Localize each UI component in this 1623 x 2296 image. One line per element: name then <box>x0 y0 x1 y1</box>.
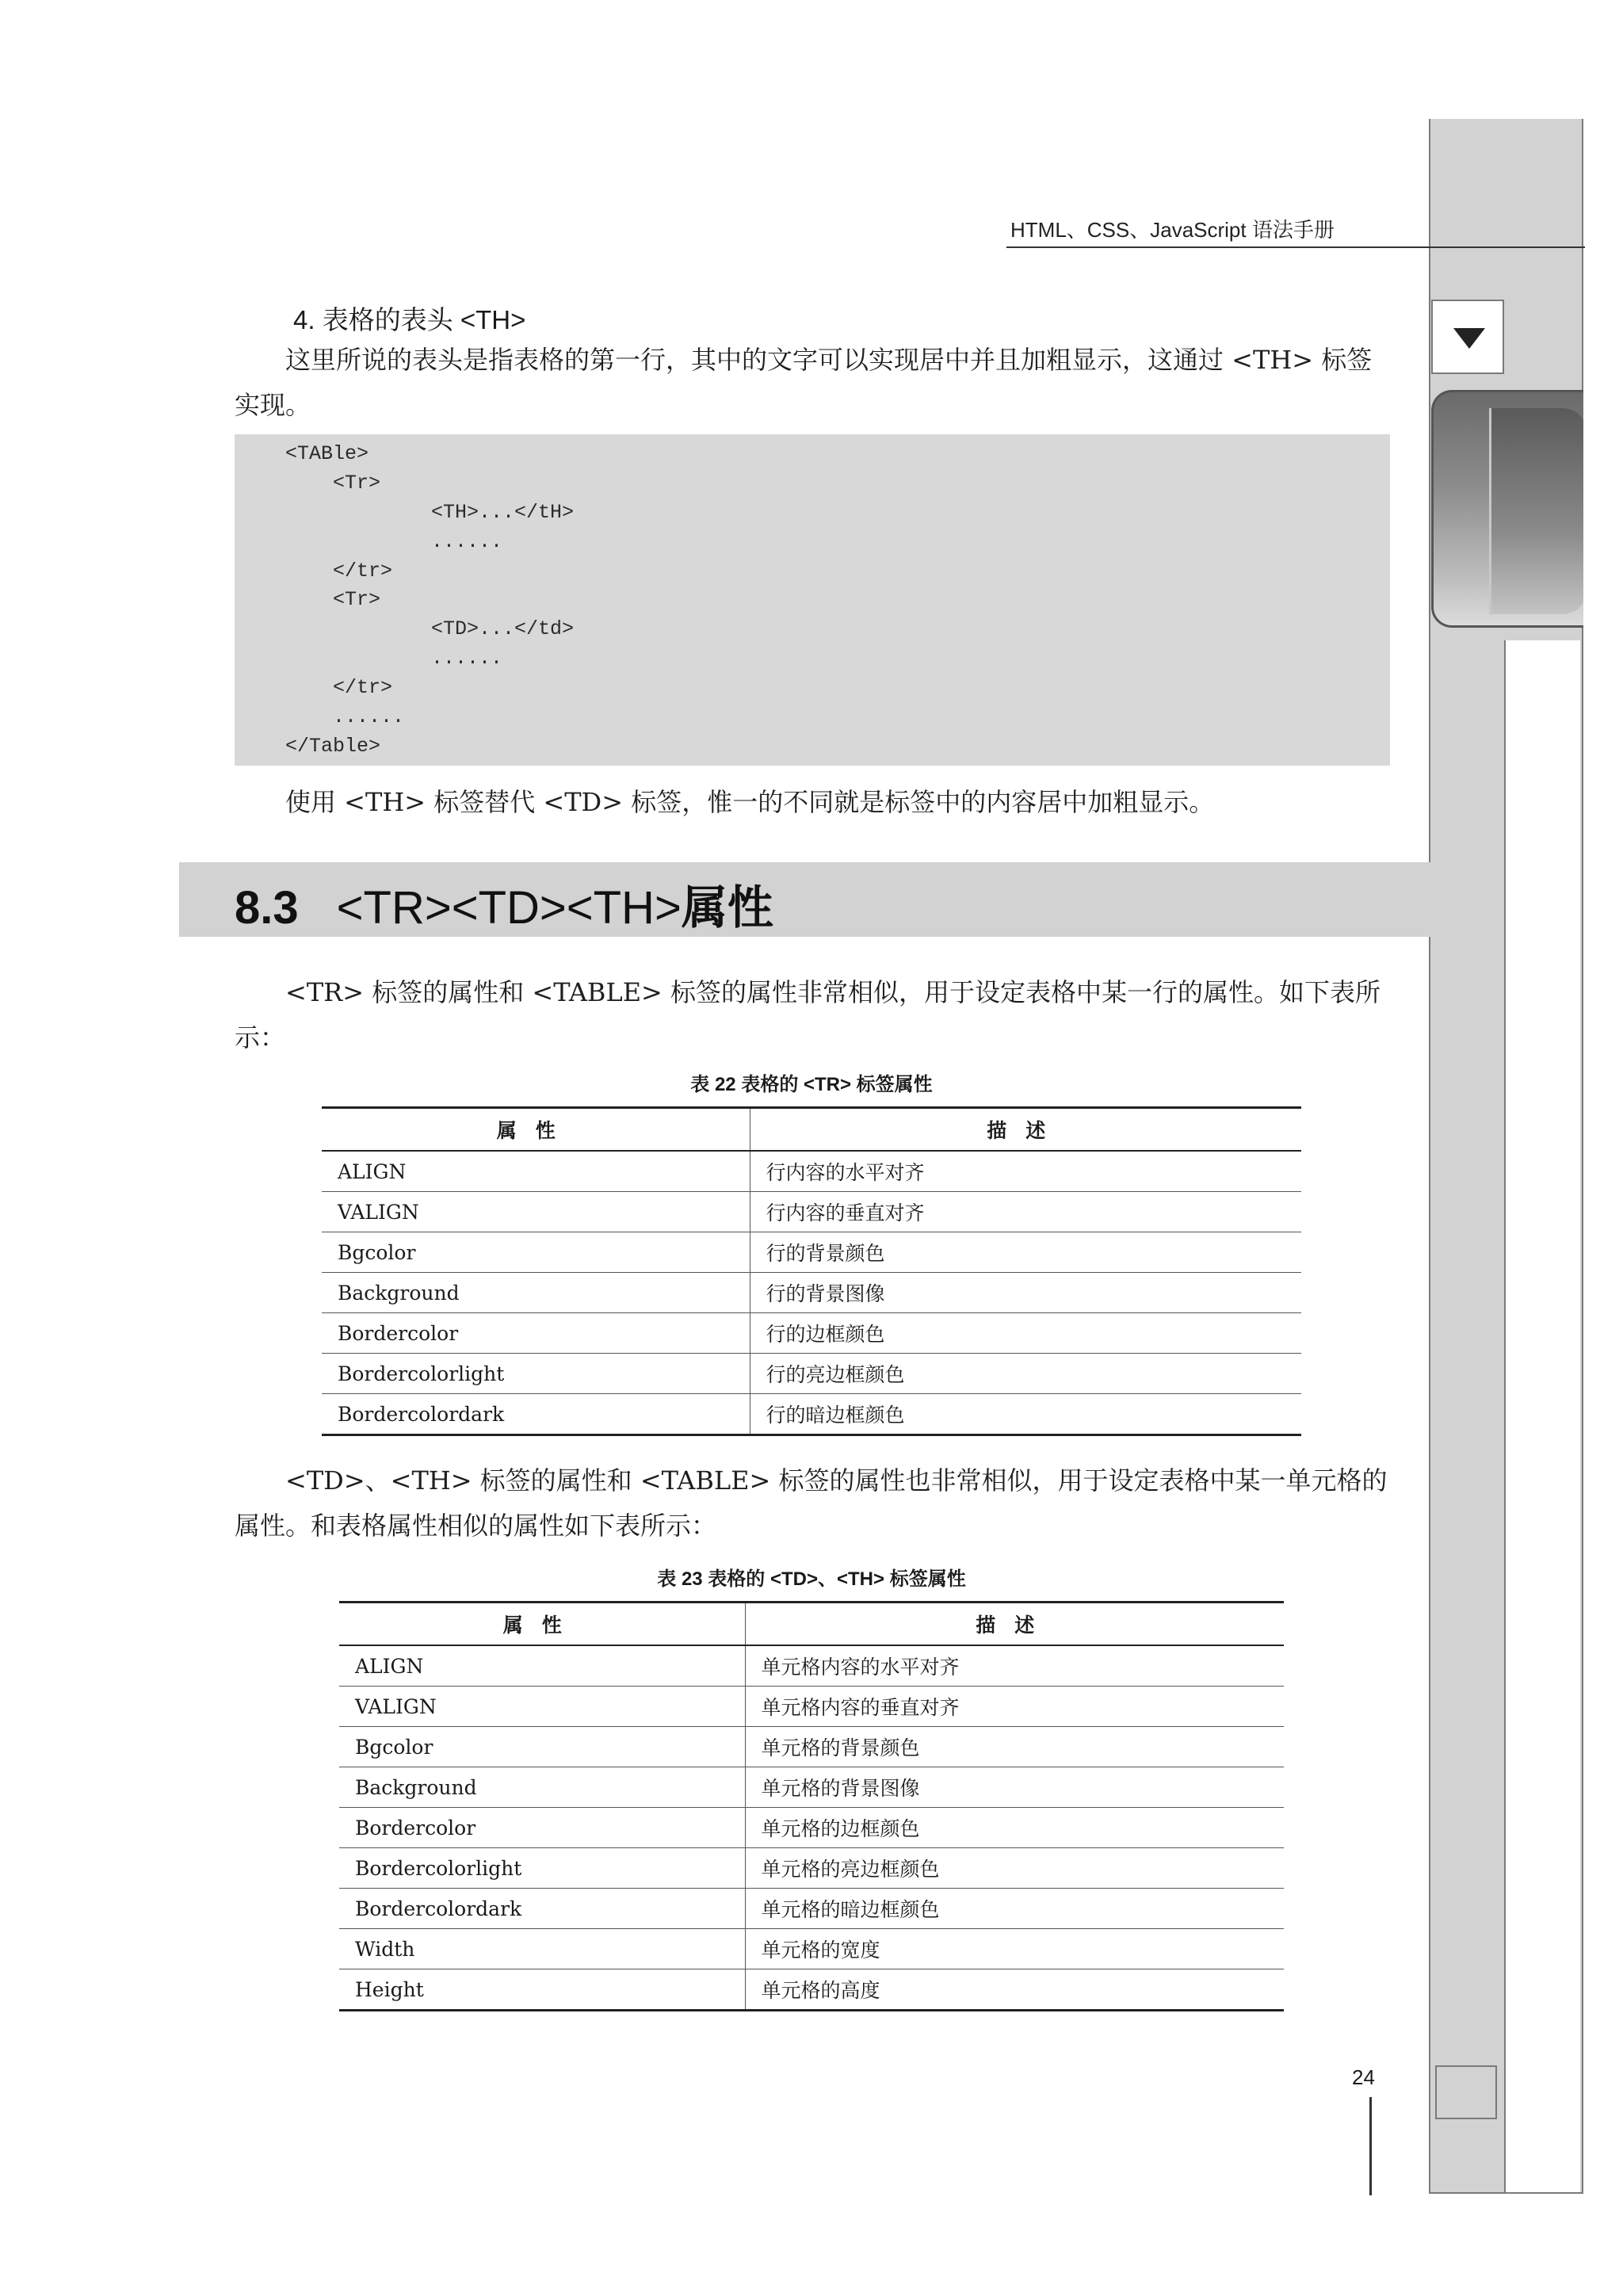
attribute-cell: VALIGN <box>322 1192 750 1232</box>
code-line: </tr> <box>333 676 393 699</box>
attribute-cell: Bordercolorlight <box>322 1354 750 1394</box>
table-header-row <box>339 1603 1284 1646</box>
table-row <box>322 1313 1301 1354</box>
table-22 <box>322 1106 1301 1436</box>
attribute-cell: ALIGN <box>322 1151 750 1192</box>
table-row <box>322 1394 1301 1435</box>
table-23 <box>339 1601 1284 2011</box>
table-row <box>322 1192 1301 1232</box>
code-line: ...... <box>431 647 503 670</box>
header-rule <box>1006 246 1585 248</box>
table-row <box>339 1645 1284 1687</box>
attribute-cell: Background <box>322 1273 750 1313</box>
description-cell: 单元格内容的水平对齐 <box>745 1645 1284 1687</box>
page-marker-box <box>1435 2065 1497 2119</box>
page-number-rule <box>1369 2097 1372 2195</box>
table-row <box>339 1969 1284 2011</box>
description-cell: 行内容的垂直对齐 <box>750 1192 1301 1232</box>
code-line: <TH>...</tH> <box>431 501 575 524</box>
attribute-cell: Bordercolor <box>339 1808 745 1848</box>
description-cell: 行的边框颜色 <box>750 1313 1301 1354</box>
side-inner-panel <box>1504 640 1580 2192</box>
section-title <box>235 870 773 937</box>
attribute-cell: Bordercolordark <box>339 1889 745 1929</box>
table-header-row <box>322 1108 1301 1152</box>
subsection-title: 4. 表格的表头 <TH> <box>293 305 526 334</box>
table-row <box>322 1151 1301 1192</box>
column-header-attribute: 属性 <box>322 1108 750 1152</box>
attribute-cell: Bordercolorlight <box>339 1848 745 1889</box>
description-cell: 单元格的暗边框颜色 <box>745 1889 1284 1929</box>
table-row <box>339 1767 1284 1808</box>
description-cell: 单元格的宽度 <box>745 1929 1284 1969</box>
section-number: 8.3 <box>235 882 299 934</box>
table-row <box>322 1354 1301 1394</box>
section-title-word: 属性 <box>681 882 773 934</box>
side-bottom-rule <box>1429 2192 1583 2194</box>
column-header-attribute: 属性 <box>339 1603 745 1646</box>
page-number: 24 <box>1352 2065 1375 2089</box>
description-cell: 行的暗边框颜色 <box>766 1404 905 1427</box>
chapter-tab-graphic <box>1431 390 1583 628</box>
column-header-description: 描述 <box>750 1108 1301 1152</box>
table-row <box>339 1687 1284 1727</box>
attribute-cell: Bgcolor <box>322 1232 750 1273</box>
table-23-caption: 表 23 表格的 <TD>、<TH> 标签属性 <box>657 1568 966 1590</box>
paragraph-th-intro: 这里所说的表头是指表格的第一行，其中的文字可以实现居中并且加粗显示，这通过 <TH> 标签实现。 <box>235 345 1373 420</box>
running-head: HTML、CSS、JavaScript 语法手册 <box>1010 218 1335 242</box>
description-cell: 行内容的水平对齐 <box>750 1151 1301 1192</box>
paragraph-th-usage: 使用 <TH> 标签替代 <TD> 标签，惟一的不同就是标签中的内容居中加粗显示。 <box>285 787 1215 817</box>
description-cell: 行的背景颜色 <box>750 1232 1301 1273</box>
table-row <box>339 1808 1284 1848</box>
code-block <box>235 434 1390 766</box>
code-line: </Table> <box>285 735 381 758</box>
table-row <box>322 1232 1301 1273</box>
code-line: ...... <box>431 530 503 553</box>
triangle-down-icon <box>1431 300 1504 374</box>
column-header-description: 描述 <box>745 1603 1284 1646</box>
attribute-cell: Bordercolor <box>322 1313 750 1354</box>
section-title-tags: <TR><TD><TH> <box>336 882 682 934</box>
table-row <box>339 1889 1284 1929</box>
attribute-cell: VALIGN <box>339 1687 745 1727</box>
code-line: </tr> <box>333 560 393 583</box>
attribute-cell: Background <box>339 1767 745 1808</box>
description-cell: 行的背景图像 <box>750 1273 1301 1313</box>
description-cell: 单元格的背景颜色 <box>745 1727 1284 1767</box>
code-line: ...... <box>333 705 405 728</box>
table-row <box>339 1727 1284 1767</box>
description-cell: 单元格内容的垂直对齐 <box>745 1687 1284 1727</box>
table-row <box>339 1848 1284 1889</box>
attribute-cell: Height <box>339 1969 745 2011</box>
table-row <box>339 1929 1284 1969</box>
attribute-cell: Bordercolordark <box>322 1394 750 1435</box>
attribute-cell: ALIGN <box>339 1645 745 1687</box>
attribute-cell: Bgcolor <box>339 1727 745 1767</box>
description-cell: 单元格的高度 <box>761 1979 880 2002</box>
description-cell: 单元格的亮边框颜色 <box>745 1848 1284 1889</box>
paragraph-td-th-attributes: <TD>、<TH> 标签的属性和 <TABLE> 标签的属性也非常相似，用于设定表格中某一单元格的属性。和表格属性相似的属性如下表所示： <box>235 1465 1388 1541</box>
code-line: <Tr> <box>333 588 381 611</box>
attribute-cell: Width <box>339 1929 745 1969</box>
description-cell: 单元格的边框颜色 <box>745 1808 1284 1848</box>
code-line: <Tr> <box>333 472 381 495</box>
description-cell: 单元格的背景图像 <box>745 1767 1284 1808</box>
code-line: <TABle> <box>285 442 369 465</box>
table-22-caption: 表 22 表格的 <TR> 标签属性 <box>690 1074 933 1095</box>
code-line: <TD>...</td> <box>431 617 575 640</box>
paragraph-tr-attributes: <TR> 标签的属性和 <TABLE> 标签的属性非常相似，用于设定表格中某一行的属性。如下表所示： <box>235 977 1381 1052</box>
description-cell: 行的亮边框颜色 <box>750 1354 1301 1394</box>
table-row <box>322 1273 1301 1313</box>
